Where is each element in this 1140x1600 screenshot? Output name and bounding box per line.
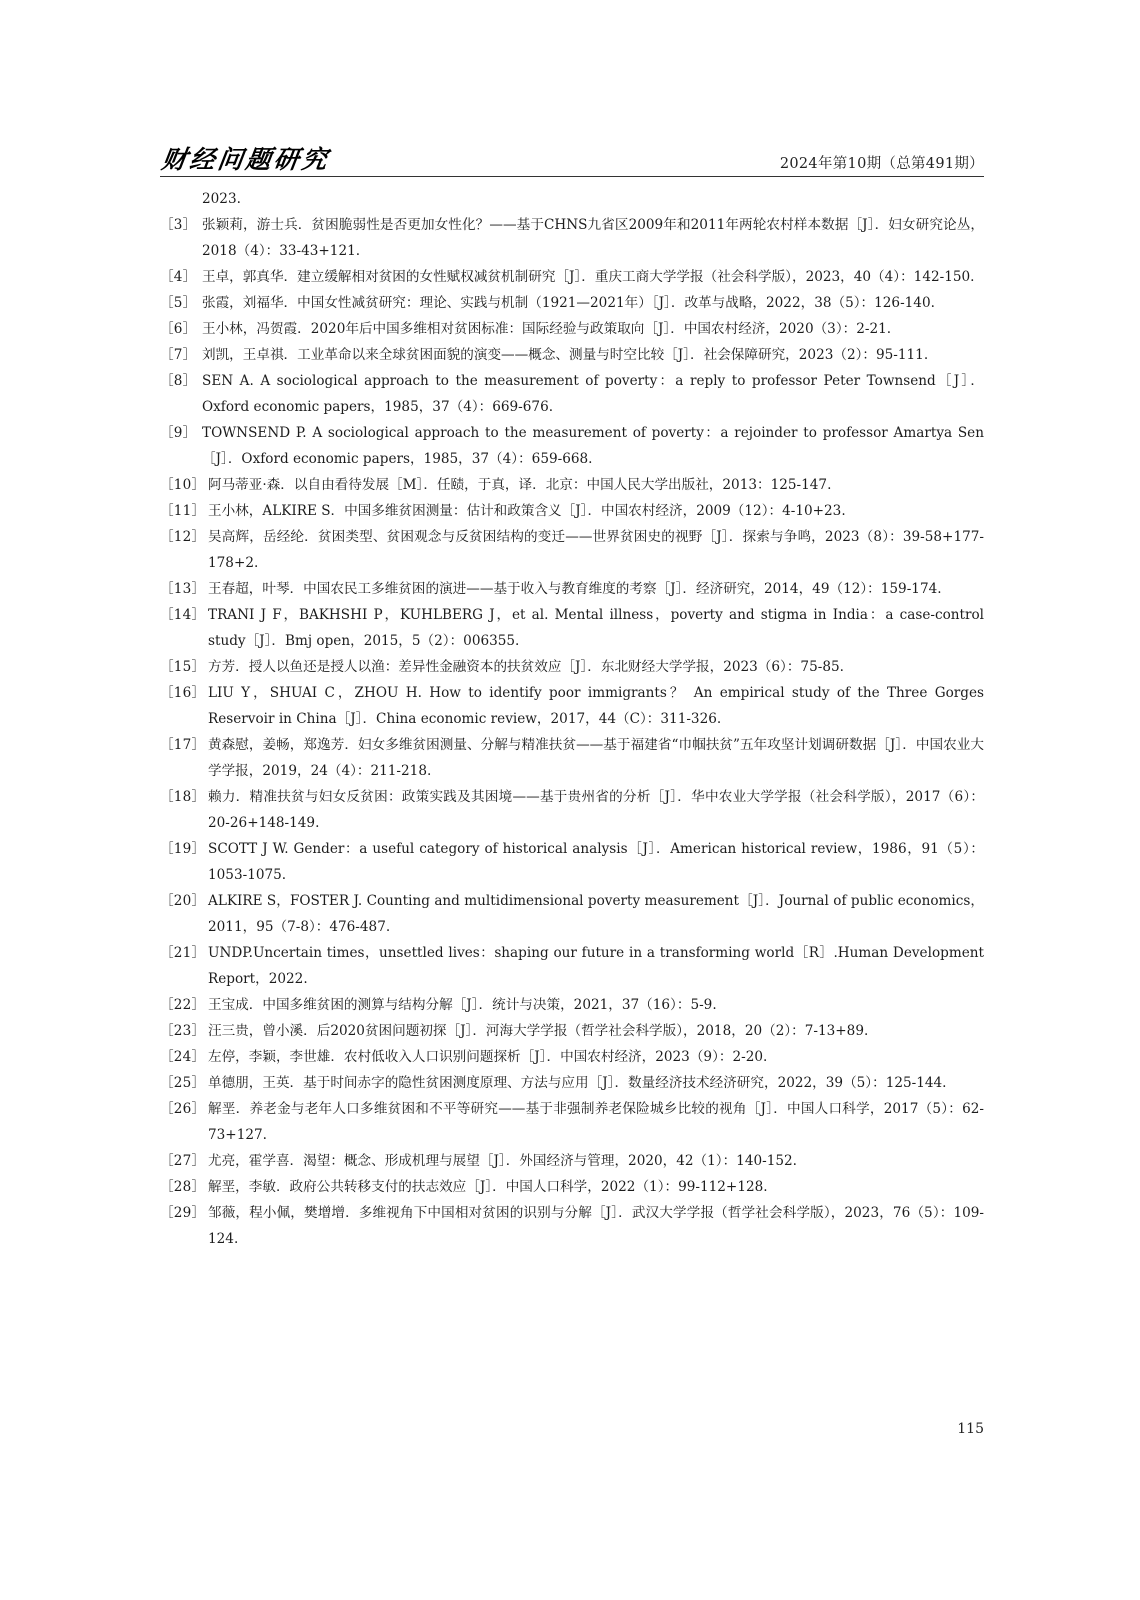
reference-number: ［17］	[160, 737, 206, 753]
reference-text: 解垩，李敏．政府公共转移支付的扶志效应［J］．中国人口科学，2022（1）：99-112+128.	[208, 1179, 768, 1195]
reference-number: ［29］	[160, 1205, 206, 1221]
reference-text: UNDP.Uncertain times，unsettled lives：shaping our future in a transforming world［R］.Human Development Report，2022.	[208, 945, 984, 987]
reference-number: ［26］	[160, 1101, 206, 1117]
issue-info: 2024年第10期（总第491期）	[779, 156, 984, 172]
reference-text: 尤亮，霍学喜．渴望：概念、形成机理与展望［J］．外国经济与管理，2020，42（1）：140-152.	[208, 1153, 797, 1169]
reference-item	[160, 1148, 984, 1174]
reference-number: ［21］	[160, 945, 206, 961]
reference-number: ［16］	[160, 685, 206, 701]
reference-item	[160, 498, 984, 524]
reference-number: ［15］	[160, 659, 206, 675]
reference-item	[160, 654, 984, 680]
journal-logo: 财经问题研究	[159, 145, 332, 174]
reference-item	[160, 1200, 984, 1252]
reference-text: SEN A. A sociological approach to the measurement of poverty：a reply to professor Peter Townsend［J］．Oxford economic papers，1985，37（4）：669-676.	[202, 373, 984, 415]
reference-continuation: 2023.	[202, 191, 241, 207]
page-header	[160, 138, 984, 177]
reference-number: ［9］	[160, 425, 197, 441]
reference-text: 阿马蒂亚·森．以自由看待发展［M］．任赜，于真，译．北京：中国人民大学出版社，2013：125-147.	[208, 477, 832, 493]
reference-text: 王宝成．中国多维贫困的测算与结构分解［J］．统计与决策，2021，37（16）：5-9.	[208, 997, 717, 1013]
reference-text: 王卓，郭真华．建立缓解相对贫困的女性赋权减贫机制研究［J］．重庆工商大学学报（社会科学版），2023，40（4）：142-150.	[202, 269, 975, 285]
reference-text: 赖力．精准扶贫与妇女反贫困：政策实践及其困境——基于贵州省的分析［J］．华中农业大学学报（社会科学版），2017（6）：20-26+148-149.	[208, 789, 984, 831]
reference-item	[160, 472, 984, 498]
reference-number: ［23］	[160, 1023, 206, 1039]
reference-text: SCOTT J W. Gender：a useful category of historical analysis［J］．American historical review，1986，91（5）：1053-1075.	[208, 841, 984, 883]
reference-number: ［8］	[160, 373, 197, 389]
reference-number: ［7］	[160, 347, 197, 363]
reference-item	[160, 524, 984, 576]
reference-number: ［12］	[160, 529, 206, 545]
reference-item	[160, 992, 984, 1018]
reference-text: 黄森慰，姜畅，郑逸芳．妇女多维贫困测量、分解与精准扶贫——基于福建省“巾帼扶贫”五年攻坚计划调研数据［J］．中国农业大学学报，2019，24（4）：211-218.	[208, 737, 984, 779]
reference-text: 单德朋，王英．基于时间赤字的隐性贫困测度原理、方法与应用［J］．数量经济技术经济研究，2022，39（5）：125-144.	[208, 1075, 947, 1091]
reference-number: ［20］	[160, 893, 206, 909]
reference-item	[160, 1070, 984, 1096]
reference-list	[160, 186, 984, 1252]
reference-item	[160, 888, 984, 940]
reference-item	[160, 290, 984, 316]
reference-item	[160, 420, 984, 472]
reference-text: 吴高辉，岳经纶．贫困类型、贫困观念与反贫困结构的变迁——世界贫困史的视野［J］．探索与争鸣，2023（8）：39-58+177-178+2.	[208, 529, 984, 571]
reference-number: ［19］	[160, 841, 206, 857]
reference-number: ［25］	[160, 1075, 206, 1091]
reference-text: 王春超，叶琴．中国农民工多维贫困的演进——基于收入与教育维度的考察［J］．经济研究，2014，49（12）：159-174.	[208, 581, 942, 597]
reference-number: ［13］	[160, 581, 206, 597]
reference-number: ［27］	[160, 1153, 206, 1169]
reference-item	[160, 264, 984, 290]
reference-number: ［24］	[160, 1049, 206, 1065]
page-number: 115	[957, 1421, 984, 1437]
reference-item	[160, 1018, 984, 1044]
reference-text: 张颖莉，游士兵．贫困脆弱性是否更加女性化？——基于CHNS九省区2009年和2011年两轮农村样本数据［J］．妇女研究论丛，2018（4）：33-43+121.	[202, 217, 984, 259]
reference-text: ALKIRE S，FOSTER J. Counting and multidimensional poverty measurement［J］．Journal of public economics，2011，95（7-8）：476-487.	[208, 893, 984, 935]
reference-item	[160, 1044, 984, 1070]
reference-text: 张霞，刘福华．中国女性减贫研究：理论、实践与机制（1921—2021年）［J］．改革与战略，2022，38（5）：126-140.	[202, 295, 935, 311]
reference-item	[160, 1174, 984, 1200]
reference-text: 左停，李颖，李世雄．农村低收入人口识别问题探析［J］．中国农村经济，2023（9）：2-20.	[208, 1049, 768, 1065]
reference-item	[160, 368, 984, 420]
reference-number: ［18］	[160, 789, 206, 805]
reference-text: TRANI J F，BAKHSHI P，KUHLBERG J，et al. Mental illness，poverty and stigma in India：a case-control study［J］．Bmj open，2015，5（2）：006355.	[208, 607, 984, 649]
reference-item	[160, 212, 984, 264]
reference-item	[160, 940, 984, 992]
reference-number: ［14］	[160, 607, 206, 623]
reference-text: 解垩．养老金与老年人口多维贫困和不平等研究——基于非强制养老保险城乡比较的视角［J］．中国人口科学，2017（5）：62-73+127.	[208, 1101, 984, 1143]
reference-text: 刘凯，王卓祺．工业革命以来全球贫困面貌的演变——概念、测量与时空比较［J］．社会保障研究，2023（2）：95-111.	[202, 347, 929, 363]
reference-item	[160, 316, 984, 342]
reference-number: ［6］	[160, 321, 197, 337]
reference-text: 王小林，ALKIRE S．中国多维贫困测量：估计和政策含义［J］．中国农村经济，2009（12）：4-10+23.	[208, 503, 846, 519]
reference-item	[160, 1096, 984, 1148]
reference-text: 邹薇，程小佩，樊增增．多维视角下中国相对贫困的识别与分解［J］．武汉大学学报（哲学社会科学版），2023，76（5）：109-124.	[208, 1205, 984, 1247]
reference-items	[160, 212, 984, 1252]
reference-text: 方芳．授人以鱼还是授人以渔：差异性金融资本的扶贫效应［J］．东北财经大学学报，2023（6）：75-85.	[208, 659, 844, 675]
reference-text: TOWNSEND P. A sociological approach to the measurement of poverty：a rejoinder to professor Amartya Sen［J］．Oxford economic papers，1985，37（4）：659-668.	[202, 425, 984, 467]
reference-number: ［4］	[160, 269, 197, 285]
reference-item	[160, 342, 984, 368]
reference-item	[160, 836, 984, 888]
reference-text: LIU Y，SHUAI C，ZHOU H. How to identify poor immigrants？ An empirical study of the Three Gorges Reservoir in China［J］．China economic review，2017，44（C）：311-326.	[208, 685, 984, 727]
reference-number: ［11］	[160, 503, 206, 519]
reference-number: ［5］	[160, 295, 197, 311]
reference-text: 王小林，冯贺霞．2020年后中国多维相对贫困标准：国际经验与政策取向［J］．中国农村经济，2020（3）：2-21.	[202, 321, 892, 337]
reference-number: ［22］	[160, 997, 206, 1013]
reference-number: ［28］	[160, 1179, 206, 1195]
reference-item	[160, 680, 984, 732]
reference-text: 汪三贵，曾小溪．后2020贫困问题初探［J］．河海大学学报（哲学社会科学版），2018，20（2）：7-13+89.	[208, 1023, 869, 1039]
reference-number: ［10］	[160, 477, 206, 493]
reference-item	[160, 732, 984, 784]
reference-number: ［3］	[160, 217, 197, 233]
reference-item	[160, 784, 984, 836]
reference-item	[160, 602, 984, 654]
reference-item	[160, 576, 984, 602]
